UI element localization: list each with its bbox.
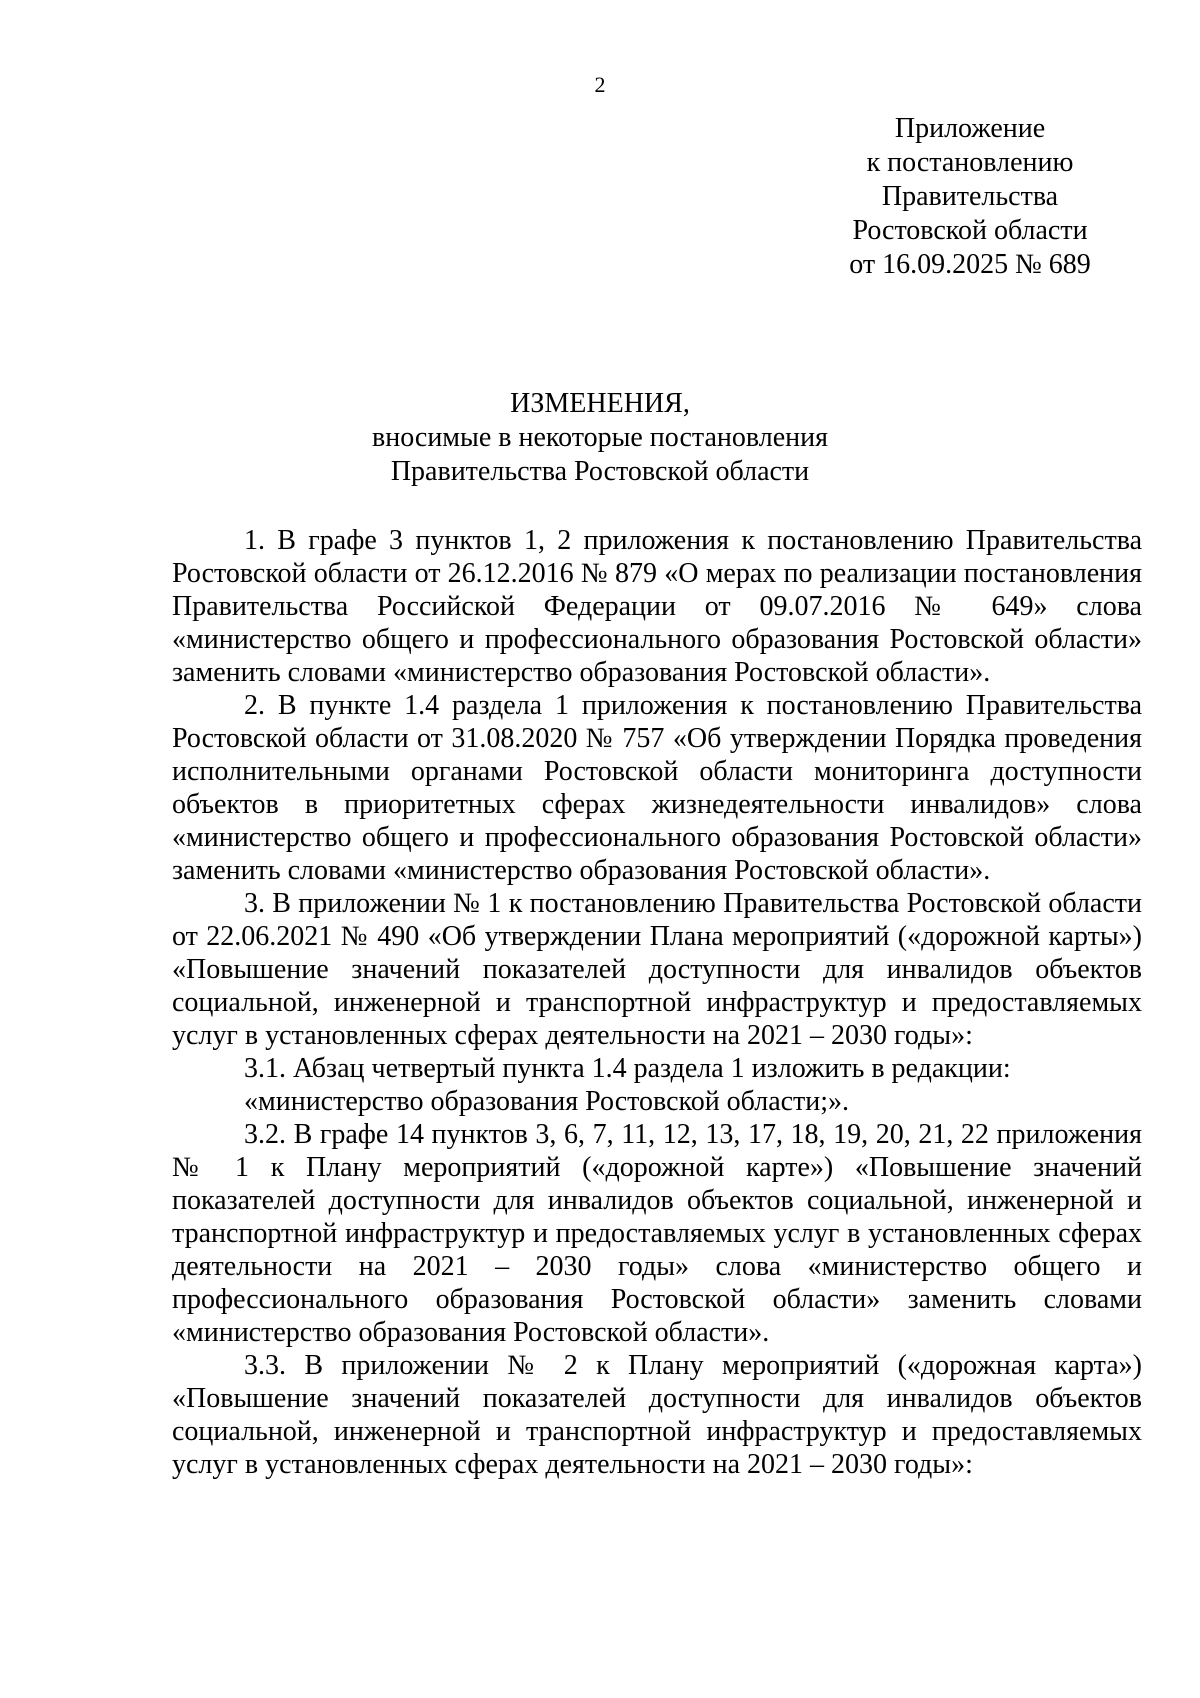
- heading-subtitle-2: Правительства Ростовской области: [390, 456, 810, 487]
- paragraph-3-1-text: «министерство образования Ростовской области;».: [244, 1086, 850, 1117]
- document-heading: [0, 387, 1200, 489]
- appendix-line-2: к постановлению: [866, 147, 1074, 178]
- paragraph-3-3: 3.3. В приложении № 2 к Плану мероприятий («дорожная карта») «Повышение значений показателей доступности для инвалидов объектов социальной, инженерной и транспортной инфраструктур и предоставляемых услуг в установленных сферах деятельности на 2021 – 2030 годы»:: [172, 1350, 1142, 1480]
- appendix-block: [820, 112, 1120, 282]
- paragraph-1: 1. В графе 3 пунктов 1, 2 приложения к постановлению Правительства Ростовской области от 26.12.2016 № 879 «О мерах по реализации постановления Правительства Российской Федерации от 09.07.2016 № 649» слова «министерство общего и профессионального образования Ростовской области» заменить словами «министерство образования Ростовской области».: [172, 525, 1142, 688]
- paragraph-3: 3. В приложении № 1 к постановлению Правительства Ростовской области от 22.06.2021 № 490 «Об утверждении Плана мероприятий («дорожной карты») «Повышение значений показателей доступности для инвалидов объектов социальной, инженерной и транспортной инфраструктур и предоставляемых услуг в установленных сферах деятельности на 2021 – 2030 годы»:: [172, 888, 1142, 1051]
- appendix-line-5: от 16.09.2025 № 689: [849, 249, 1091, 280]
- appendix-line-1: Приложение: [894, 113, 1046, 144]
- appendix-line-3: Правительства: [881, 181, 1059, 212]
- heading-title: ИЗМЕНЕНИЯ,: [510, 388, 690, 419]
- page-number: 2: [594, 72, 606, 97]
- paragraph-2: 2. В пункте 1.4 раздела 1 приложения к постановлению Правительства Ростовской области от 31.08.2020 № 757 «Об утверждении Порядка проведения исполнительными органами Ростовской области мониторинга доступности объектов в приоритетных сферах жизнедеятельности инвалидов» слова «министерство общего и профессионального образования Ростовской области» заменить словами «министерство образования Ростовской области».: [172, 690, 1142, 886]
- appendix-line-4: Ростовской области: [852, 215, 1088, 246]
- heading-subtitle-1: вносимые в некоторые постановления: [371, 422, 829, 453]
- paragraph-3-1: 3.1. Абзац четвертый пункта 1.4 раздела 1 изложить в редакции:: [244, 1053, 1011, 1084]
- paragraph-3-2: 3.2. В графе 14 пунктов 3, 6, 7, 11, 12, 13, 17, 18, 19, 20, 21, 22 приложения № 1 к Плану мероприятий («дорожной карте») «Повышение значений показателей доступности для инвалидов объектов социальной, инженерной и транспортной инфраструктур и предоставляемых услуг в установленных сферах деятельности на 2021 – 2030 годы» слова «министерство общего и профессионального образования Ростовской области» заменить словами «министерство образования Ростовской области».: [172, 1119, 1142, 1348]
- document-body: [172, 524, 1142, 1481]
